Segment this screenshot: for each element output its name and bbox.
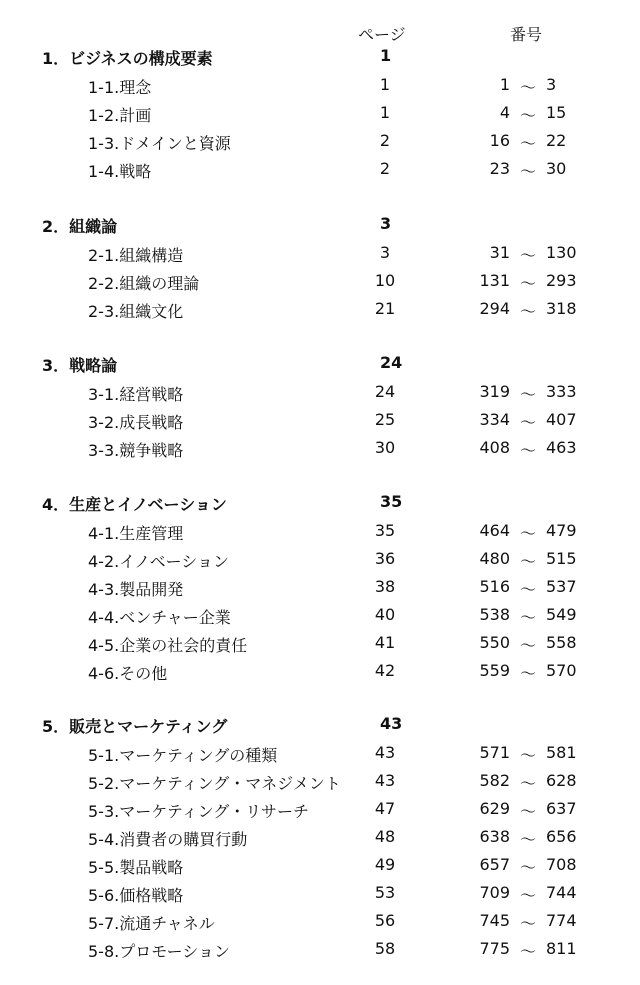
- toc-section: [0, 212, 640, 324]
- item-page: 43: [374, 743, 396, 762]
- toc-item-row: [0, 407, 640, 435]
- toc-item-row: [0, 602, 640, 630]
- item-title: 3-1.経営戦略: [88, 385, 184, 404]
- range-tilde: ～: [519, 636, 536, 655]
- section-heading-row: [0, 490, 640, 518]
- toc-item-row: [0, 128, 640, 156]
- item-title: 3-2.成長戦略: [88, 413, 184, 432]
- item-number-from: 582: [479, 771, 510, 790]
- section-title: 4．生産とイノベーション: [42, 495, 227, 514]
- item-number-from: 638: [479, 827, 510, 846]
- toc-item-row: [0, 658, 640, 686]
- toc-item-row: [0, 156, 640, 184]
- item-page: 56: [374, 911, 396, 930]
- item-number-from: 775: [479, 939, 510, 958]
- item-number-to: 318: [546, 299, 577, 318]
- toc-item-row: [0, 435, 640, 463]
- toc-section: [0, 44, 640, 184]
- item-page: 2: [379, 159, 391, 178]
- range-tilde: ～: [519, 274, 536, 293]
- item-number-to: 811: [546, 939, 577, 958]
- item-page: 30: [374, 438, 396, 457]
- item-page: 35: [374, 521, 396, 540]
- item-number-to: 708: [546, 855, 577, 874]
- section-title: 2．組織論: [42, 217, 118, 236]
- item-page: 47: [374, 799, 396, 818]
- toc-item-row: [0, 852, 640, 880]
- item-number-from: 571: [479, 743, 510, 762]
- range-tilde: ～: [519, 802, 536, 821]
- toc-item-row: [0, 546, 640, 574]
- toc-item-row: [0, 518, 640, 546]
- range-tilde: ～: [519, 246, 536, 265]
- toc-item-row: [0, 824, 640, 852]
- item-page: 48: [374, 827, 396, 846]
- range-tilde: ～: [519, 552, 536, 571]
- item-number-from: 4: [499, 103, 510, 122]
- section-heading-row: [0, 351, 640, 379]
- item-number-from: 550: [479, 633, 510, 652]
- item-number-to: 479: [546, 521, 577, 540]
- item-page: 58: [374, 939, 396, 958]
- item-number-from: 16: [489, 131, 510, 150]
- item-title: 5-1.マーケティングの種類: [88, 746, 278, 765]
- item-number-from: 334: [479, 410, 510, 429]
- item-page: 24: [374, 382, 396, 401]
- item-title: 4-3.製品開発: [88, 580, 184, 599]
- item-page: 21: [374, 299, 396, 318]
- item-title: 5-5.製品戦略: [88, 858, 184, 877]
- range-tilde: ～: [519, 580, 536, 599]
- item-number-from: 480: [479, 549, 510, 568]
- item-page: 2: [379, 131, 391, 150]
- item-page: 1: [379, 103, 391, 122]
- range-tilde: ～: [519, 78, 536, 97]
- toc-item-row: [0, 268, 640, 296]
- item-page: 10: [374, 271, 396, 290]
- toc-item-row: [0, 936, 640, 964]
- toc-item-row: [0, 740, 640, 768]
- item-number-from: 709: [479, 883, 510, 902]
- item-title: 4-2.イノベーション: [88, 552, 229, 571]
- section-heading-row: [0, 44, 640, 72]
- range-tilde: ～: [519, 746, 536, 765]
- item-title: 5-8.プロモーション: [88, 942, 230, 961]
- item-number-from: 319: [479, 382, 510, 401]
- item-number-from: 559: [479, 661, 510, 680]
- item-page: 41: [374, 633, 396, 652]
- item-number-to: 515: [546, 549, 577, 568]
- item-number-from: 516: [479, 577, 510, 596]
- section-title: 1．ビジネスの構成要素: [42, 49, 213, 68]
- toc-item-row: [0, 768, 640, 796]
- item-number-to: 130: [546, 243, 577, 262]
- item-title: 5-2.マーケティング・マネジメント: [88, 774, 341, 793]
- item-title: 1-1.理念: [88, 78, 152, 97]
- item-page: 38: [374, 577, 396, 596]
- item-number-to: 333: [546, 382, 577, 401]
- range-tilde: ～: [519, 162, 536, 181]
- number-column-header: 番号: [510, 25, 543, 44]
- range-tilde: ～: [519, 608, 536, 627]
- item-number-to: 570: [546, 661, 577, 680]
- item-number-from: 294: [479, 299, 510, 318]
- item-title: 1-2.計画: [88, 106, 152, 125]
- item-number-from: 131: [479, 271, 510, 290]
- toc-item-row: [0, 630, 640, 658]
- column-header-row: [0, 22, 640, 46]
- item-page: 40: [374, 605, 396, 624]
- item-title: 2-1.組織構造: [88, 246, 184, 265]
- item-page: 36: [374, 549, 396, 568]
- toc-item-row: [0, 72, 640, 100]
- section-heading-row: [0, 212, 640, 240]
- item-title: 1-3.ドメインと資源: [88, 134, 231, 153]
- item-page: 1: [379, 75, 391, 94]
- item-number-to: 628: [546, 771, 577, 790]
- toc-item-row: [0, 296, 640, 324]
- section-title: 3．戦略論: [42, 356, 118, 375]
- item-title: 4-1.生産管理: [88, 524, 184, 543]
- item-title: 2-2.組織の理論: [88, 274, 200, 293]
- item-number-from: 657: [479, 855, 510, 874]
- range-tilde: ～: [519, 664, 536, 683]
- item-number-from: 464: [479, 521, 510, 540]
- item-number-to: 407: [546, 410, 577, 429]
- range-tilde: ～: [519, 413, 536, 432]
- toc-item-row: [0, 880, 640, 908]
- item-number-to: 22: [546, 131, 567, 150]
- item-title: 4-5.企業の社会的責任: [88, 636, 248, 655]
- item-page: 49: [374, 855, 396, 874]
- item-page: 3: [379, 243, 391, 262]
- toc-item-row: [0, 379, 640, 407]
- item-number-from: 408: [479, 438, 510, 457]
- item-page: 53: [374, 883, 396, 902]
- range-tilde: ～: [519, 774, 536, 793]
- toc-item-row: [0, 240, 640, 268]
- toc-section: [0, 351, 640, 463]
- item-number-from: 745: [479, 911, 510, 930]
- range-tilde: ～: [519, 441, 536, 460]
- item-page: 42: [374, 661, 396, 680]
- section-page: 43: [380, 714, 403, 733]
- range-tilde: ～: [519, 385, 536, 404]
- section-heading-row: [0, 712, 640, 740]
- section-page: 3: [380, 214, 392, 233]
- item-number-from: 538: [479, 605, 510, 624]
- range-tilde: ～: [519, 134, 536, 153]
- item-title: 5-7.流通チャネル: [88, 914, 215, 933]
- item-title: 3-3.競争戦略: [88, 441, 184, 460]
- item-number-to: 656: [546, 827, 577, 846]
- item-title: 4-6.その他: [88, 664, 168, 683]
- item-number-from: 629: [479, 799, 510, 818]
- item-number-from: 31: [489, 243, 510, 262]
- item-number-to: 558: [546, 633, 577, 652]
- item-number-to: 537: [546, 577, 577, 596]
- item-title: 5-3.マーケティング・リサーチ: [88, 802, 309, 821]
- item-number-to: 293: [546, 271, 577, 290]
- toc-item-row: [0, 908, 640, 936]
- page-column-header: ページ: [358, 25, 406, 44]
- item-number-to: 744: [546, 883, 577, 902]
- range-tilde: ～: [519, 106, 536, 125]
- range-tilde: ～: [519, 914, 536, 933]
- toc-item-row: [0, 796, 640, 824]
- item-title: 5-4.消費者の購買行動: [88, 830, 248, 849]
- item-title: 5-6.価格戦略: [88, 886, 184, 905]
- range-tilde: ～: [519, 942, 536, 961]
- range-tilde: ～: [519, 524, 536, 543]
- toc-item-row: [0, 574, 640, 602]
- item-number-from: 23: [489, 159, 510, 178]
- item-title: 2-3.組織文化: [88, 302, 184, 321]
- item-number-to: 581: [546, 743, 577, 762]
- item-number-to: 774: [546, 911, 577, 930]
- item-number-to: 30: [546, 159, 567, 178]
- toc-item-row: [0, 100, 640, 128]
- range-tilde: ～: [519, 302, 536, 321]
- item-title: 1-4.戦略: [88, 162, 152, 181]
- item-number-to: 3: [546, 75, 557, 94]
- toc-section: [0, 490, 640, 686]
- item-number-to: 549: [546, 605, 577, 624]
- item-number-to: 15: [546, 103, 567, 122]
- item-number-to: 637: [546, 799, 577, 818]
- range-tilde: ～: [519, 886, 536, 905]
- section-page: 35: [380, 492, 403, 511]
- toc-section: [0, 712, 640, 964]
- item-number-to: 463: [546, 438, 577, 457]
- range-tilde: ～: [519, 858, 536, 877]
- section-page: 24: [380, 353, 403, 372]
- item-page: 25: [374, 410, 396, 429]
- item-page: 43: [374, 771, 396, 790]
- item-title: 4-4.ベンチャー企業: [88, 608, 231, 627]
- range-tilde: ～: [519, 830, 536, 849]
- section-title: 5．販売とマーケティング: [42, 717, 228, 736]
- item-number-from: 1: [499, 75, 510, 94]
- section-page: 1: [380, 46, 392, 65]
